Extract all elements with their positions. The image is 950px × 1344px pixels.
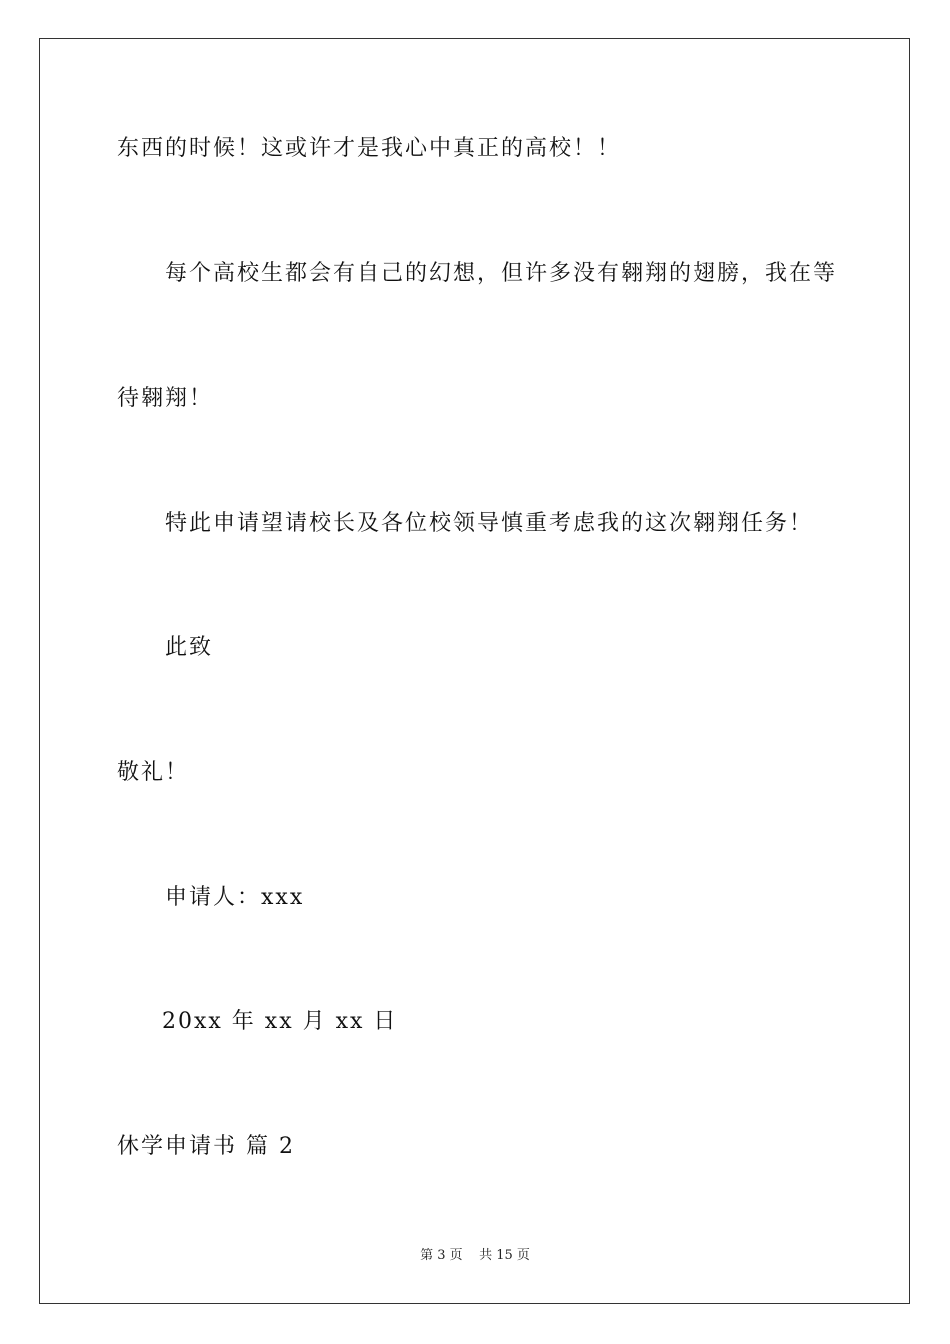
closing-salutation: 此致: [165, 635, 214, 660]
section-heading: 休学申请书 篇 2: [117, 1134, 295, 1159]
paragraph-line-2: 每个高校生都会有自己的幻想，但许多没有翱翔的翅膀，我在等: [165, 261, 838, 286]
page-footer: 第 3 页 共 15 页: [420, 1248, 530, 1263]
paragraph-line-3: 待翱翔！: [117, 386, 214, 411]
closing-regards: 敬礼！: [117, 760, 190, 785]
paragraph-line-4: 特此申请望请校长及各位校领导慎重考虑我的这次翱翔任务！: [165, 511, 814, 536]
paragraph-line-1: 东西的时候！这或许才是我心中真正的高校！！: [117, 136, 622, 161]
date-line: 20xx 年 xx 月 xx 日: [162, 1009, 398, 1034]
applicant-signature: 申请人：xxx: [165, 885, 305, 910]
page-border: [39, 38, 910, 1304]
